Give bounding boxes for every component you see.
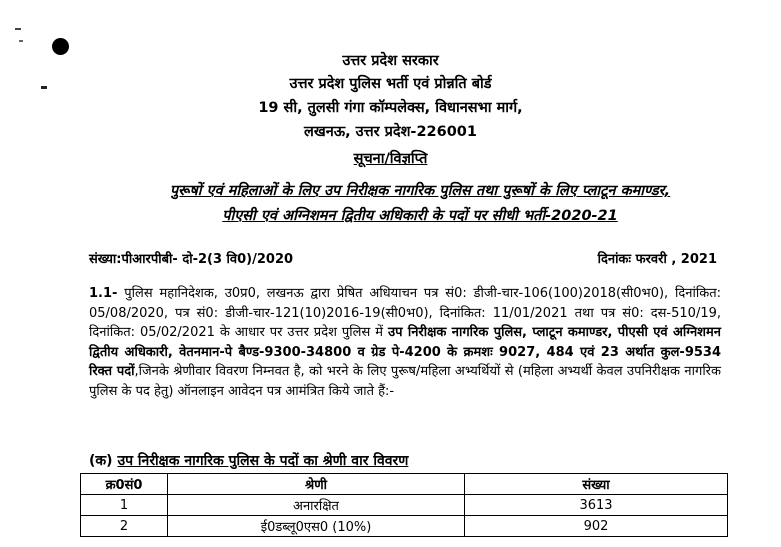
cell-category: अनारक्षित bbox=[168, 495, 465, 516]
table-row bbox=[81, 495, 728, 516]
cell-serial: 1 bbox=[81, 495, 168, 516]
scan-mark bbox=[19, 40, 23, 42]
table-row bbox=[81, 516, 728, 537]
subject-line-2: पीएसी एवं अग्निशमन द्वितीय अधिकारी के पदों पर सीधी भर्ती-2020-21 bbox=[222, 208, 618, 224]
cell-category: ई0डब्लू0एस0 (10%) bbox=[168, 516, 465, 537]
header-government: उत्तर प्रदेश सरकार bbox=[342, 53, 439, 69]
section-title bbox=[89, 452, 408, 470]
scan-mark bbox=[15, 28, 21, 30]
paragraph-text-1: पुलिस महानिदेशक, उ0प्र0, लखनऊ द्वारा प्रेषित अधियाचन पत्र सं0: डीजी-चार-106(100)2018(सी0भ0), दिनांकित: 05/08/2020, पत्र सं0: डीजी-चार-121(10)2016-19(सी0भ0), दिनांकित: 11/01/2021 तथा पत्र सं0: दस-510/19, दिनांकित: 05/02/2021 के आधार पर उत्तर प्रदेश पुलिस में bbox=[89, 286, 721, 340]
header-board: उत्तर प्रदेश पुलिस भर्ती एवं प्रोन्नति बोर्ड bbox=[289, 76, 492, 92]
reference-date: दिनांकः फरवरी , 2021 bbox=[597, 252, 717, 267]
header-city: लखनऊ, उत्तर प्रदेश-226001 bbox=[304, 124, 477, 140]
paragraph-text-2: ,जिनके श्रेणीवार विवरण निम्नवत है, को भरने के लिए पुरूष/महिला अभ्यर्थियों से (महिला अभ्यर्थी केवल उपनिरीक्षक नागरिक पुलिस के पद हेतु) ऑनलाइन आवेदन पत्र आमंत्रित किये जाते हैं:- bbox=[89, 364, 721, 399]
section-title-text: उप निरीक्षक नागरिक पुलिस के पदों का श्रेणी वार विवरण bbox=[117, 453, 409, 469]
column-header-category: श्रेणी bbox=[168, 474, 465, 495]
reference-number: संख्या:पीआरपीबी- दो-2(3 वि0)/2020 bbox=[89, 252, 294, 267]
category-table bbox=[80, 473, 728, 537]
cell-count: 902 bbox=[465, 516, 728, 537]
paragraph-number: 1.1- bbox=[89, 286, 118, 301]
column-header-serial: क्र0सं0 bbox=[81, 474, 168, 495]
cell-count: 3613 bbox=[465, 495, 728, 516]
paragraph-bold-text: उप निरीक्षक नागरिक पुलिस, प्लाटून कमाण्डर, पीएसी एवं अग्निशमन द्वितीय अधिकारी, वेतनमान-पे बैण्ड-9300-34800 व ग्रेड पे-4200 के क्रमशः 9027, 484 एवं 23 अर्थात कुल-9534 रिक्त पदों bbox=[89, 325, 721, 379]
subject-line-1: पुरूषों एवं महिलाओं के लिए उप निरीक्षक नागरिक पुलिस तथा पुरूषों के लिए प्लाटून कमाण्डर, bbox=[169, 183, 671, 199]
cell-serial: 2 bbox=[81, 516, 168, 537]
table-header-row bbox=[81, 474, 728, 495]
column-header-count: संख्या bbox=[465, 474, 728, 495]
notice-title: सूचना/विज्ञप्ति bbox=[353, 151, 428, 167]
paragraph-1-1 bbox=[89, 284, 721, 401]
header-address: 19 सी, तुलसी गंगा कॉम्पलेक्स, विधानसभा मार्ग, bbox=[258, 100, 523, 116]
section-prefix: (क) bbox=[89, 453, 118, 469]
